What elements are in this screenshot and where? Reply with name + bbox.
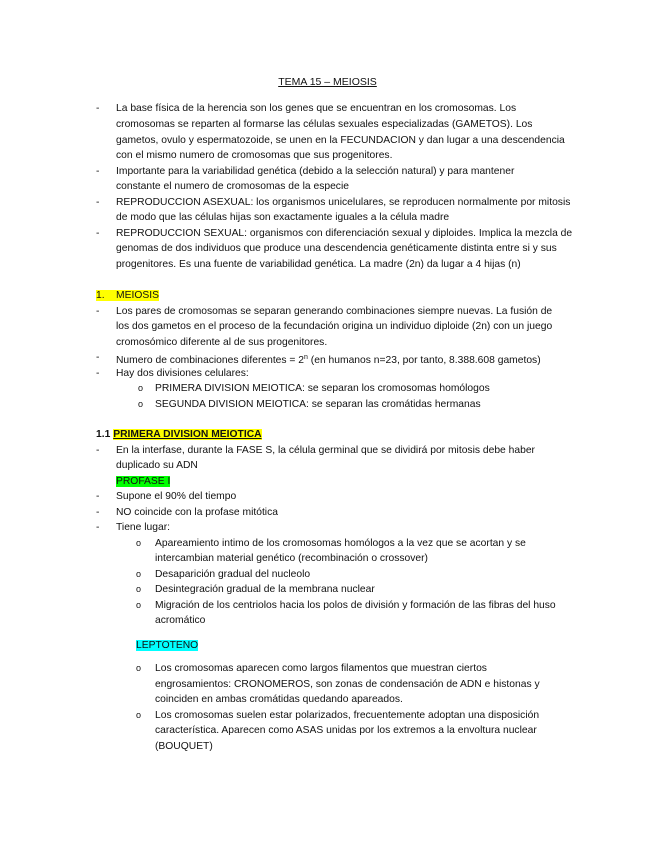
lepto-2-line-2: característica. Aparecen como ASAS unidas por los extremos a la envoltura nuclear bbox=[155, 725, 537, 736]
section-11-heading bbox=[96, 427, 262, 442]
primera-sub-4-line-1: Migración de los centriolos hacia los polos de división y formación de las fibras del huso bbox=[155, 600, 556, 611]
intro-2-line-1: Importante para la variabilidad genética (debido a la selección natural) y para mantener bbox=[116, 166, 515, 177]
bullet-marker: o bbox=[138, 399, 144, 409]
lepto-1-line-3: coinciden en ambas cromátidas quedando apareados. bbox=[155, 694, 403, 705]
intro-4-line-3: progenitores. Es una fuente de variabilidad genética. La madre (2n) da lugar a 4 hijas (n) bbox=[116, 259, 521, 270]
bullet-marker: o bbox=[136, 710, 142, 720]
dash-marker: - bbox=[96, 352, 100, 363]
lepto-2-line-1: Los cromosomas suelen estar polarizados, frecuentemente adoptan una disposición bbox=[155, 710, 540, 721]
profase-label: PROFASE I bbox=[116, 476, 171, 487]
intro-1-line-4: con el mismo numero de cromosomas que sus progenitores. bbox=[116, 150, 393, 161]
meiosis-sub-2: SEGUNDA DIVISION MEIOTICA: se separan las cromátidas hermanas bbox=[155, 399, 481, 410]
meiosis-b3: Hay dos divisiones celulares: bbox=[116, 368, 249, 379]
section-1-number: 1. bbox=[96, 290, 105, 301]
meiosis-b2: Numero de combinaciones diferentes = $2^n$ (en humanos n=23, por tanto, 8.388.608 gametos) bbox=[116, 354, 541, 366]
section-11-title: PRIMERA DIVISION MEIOTICA bbox=[113, 429, 262, 440]
section-1-title: MEIOSIS bbox=[116, 290, 159, 301]
meiosis-b1-line-1: Los pares de cromosomas se separan generando combinaciones siempre nuevas. La fusión de bbox=[116, 306, 553, 317]
bullet-marker: o bbox=[136, 569, 142, 579]
dash-marker: - bbox=[96, 522, 100, 533]
section-1-heading bbox=[96, 288, 159, 303]
intro-1-line-2: cromosomas se reparten al formarse las células sexuales especializadas (GAMETOS). Los bbox=[116, 119, 533, 130]
primera-b2: Supone el 90% del tiempo bbox=[116, 491, 237, 502]
lepto-1-line-1: Los cromosomas aparecen como largos filamentos que muestran ciertos bbox=[155, 663, 487, 674]
bullet-marker: o bbox=[136, 584, 142, 594]
dash-marker: - bbox=[96, 103, 100, 114]
intro-1-line-1: La base física de la herencia son los genes que se encuentran en los cromosomas. Los bbox=[116, 103, 517, 114]
dash-marker: - bbox=[96, 445, 100, 456]
bullet-marker: o bbox=[136, 600, 142, 610]
dash-marker: - bbox=[96, 306, 100, 317]
lepto-1-line-2: engrosamientos: CRONOMEROS, son zonas de condensación de ADN e histonas y bbox=[155, 679, 540, 690]
bullet-marker: o bbox=[136, 663, 142, 673]
intro-3-line-1: REPRODUCCION ASEXUAL: los organismos unicelulares, se reproducen normalmente por mitosis bbox=[116, 197, 571, 208]
dash-marker: - bbox=[96, 228, 100, 239]
meiosis-b1-line-3: cromosómico diferente al de sus progenitores. bbox=[116, 337, 328, 348]
primera-b4: Tiene lugar: bbox=[116, 522, 170, 533]
intro-3-line-2: de modo que las células hijas son exactamente iguales a la célula madre bbox=[116, 212, 450, 223]
bullet-marker: o bbox=[136, 538, 142, 548]
dash-marker: - bbox=[96, 197, 100, 208]
lepto-2-line-3: (BOUQUET) bbox=[155, 741, 213, 752]
primera-sub-3: Desintegración gradual de la membrana nuclear bbox=[155, 584, 375, 595]
document-title: TEMA 15 – MEIOSIS bbox=[278, 76, 377, 88]
primera-b1-line-2: duplicado su ADN bbox=[116, 460, 198, 471]
primera-sub-1-line-2: intercambian material genético (recombinación o crossover) bbox=[155, 553, 428, 564]
primera-sub-2: Desaparición gradual del nucleolo bbox=[155, 569, 311, 580]
primera-b1-line-1: En la interfase, durante la FASE S, la célula germinal que se dividirá por mitosis debe haber bbox=[116, 445, 535, 456]
bullet-marker: o bbox=[138, 383, 144, 393]
dash-marker: - bbox=[96, 491, 100, 502]
intro-4-line-1: REPRODUCCION SEXUAL: organismos con diferenciación sexual y diploides. Implica la mezcla de bbox=[116, 228, 573, 239]
intro-1-line-3: gametos, ovulo y espermatozoide, se unen en la FECUNDACION y dan lugar a una descendencia bbox=[116, 135, 565, 146]
meiosis-b1-line-2: los dos gametos en el proceso de la fecundación origina un individuo diploide (2n) con un juego bbox=[116, 321, 553, 332]
leptoteno-label: LEPTOTENO bbox=[136, 640, 199, 651]
dash-marker: - bbox=[96, 368, 100, 379]
intro-2-line-2: constante el numero de cromosomas de la especie bbox=[116, 181, 349, 192]
primera-sub-1-line-1: Apareamiento intimo de los cromosomas homólogos a la vez que se acortan y se bbox=[155, 538, 526, 549]
meiosis-sub-1: PRIMERA DIVISION MEIOTICA: se separan los cromosomas homólogos bbox=[155, 383, 490, 394]
section-11-number: 1.1 bbox=[96, 429, 111, 440]
primera-sub-4-line-2: acromático bbox=[155, 615, 206, 626]
intro-4-line-2: genomas de dos individuos que produce una descendencia genéticamente distinta entre si y sus bbox=[116, 243, 557, 254]
dash-marker: - bbox=[96, 507, 100, 518]
primera-b3: NO coincide con la profase mitótica bbox=[116, 507, 278, 518]
dash-marker: - bbox=[96, 166, 100, 177]
